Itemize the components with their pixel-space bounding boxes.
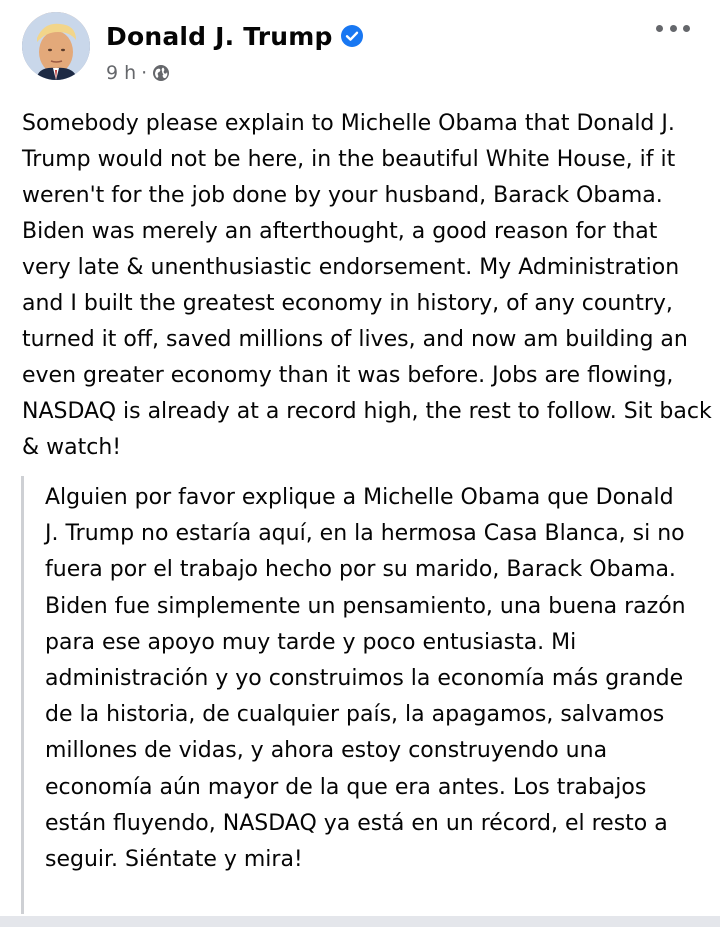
profile-avatar[interactable] [22, 12, 90, 80]
more-dot [656, 25, 663, 32]
globe-icon [152, 64, 170, 82]
verified-badge-icon [341, 25, 363, 47]
meta-separator: · [141, 62, 148, 84]
author-name-row [106, 22, 363, 51]
feed-divider [0, 916, 720, 927]
translation-text: Alguien por favor explique a Michelle Obama que Donald J. Trump no estaría aquí, en la hermosa Casa Blanca, si no fuera por el trabajo hecho por su marido, Barack Obama. Biden fue simplemente un pensamiento, una buena razón para ese apoyo muy tarde y poco entusiasta. Mi administración y yo construimos la economía más grande de la historia, de cualquier país, la apagamos, salvamos millones de vidas, y ahora estoy construyendo una economía aún mayor de la que era antes. Los trabajos están fluyendo, NASDAQ ya está en un récord, el resto a seguir. Siéntate y mira! [45, 485, 686, 873]
avatar-image [22, 12, 90, 80]
post-meta [106, 62, 170, 84]
more-options-icon[interactable] [656, 18, 690, 38]
post-header [22, 12, 698, 82]
post-body [22, 106, 712, 466]
translation-quote [21, 476, 689, 914]
post-timestamp[interactable]: 9 h [106, 62, 137, 84]
author-name[interactable]: Donald J. Trump [106, 22, 333, 51]
post-text: Somebody please explain to Michelle Obama that Donald J. Trump would not be here, in the beautiful White House, if it weren't for the job done by your husband, Barack Obama. Biden was merely an afterthought, a good reason for that very late & unenthusiastic endorsement. My Administration and I built the greatest economy in history, of any country, turned it off, saved millions of lives, and now am building an even greater economy than it was before. Jobs are flowing, NASDAQ is already at a record high, the rest to follow. Sit back & watch! [22, 111, 712, 460]
more-dot [670, 25, 677, 32]
more-dot [683, 25, 690, 32]
